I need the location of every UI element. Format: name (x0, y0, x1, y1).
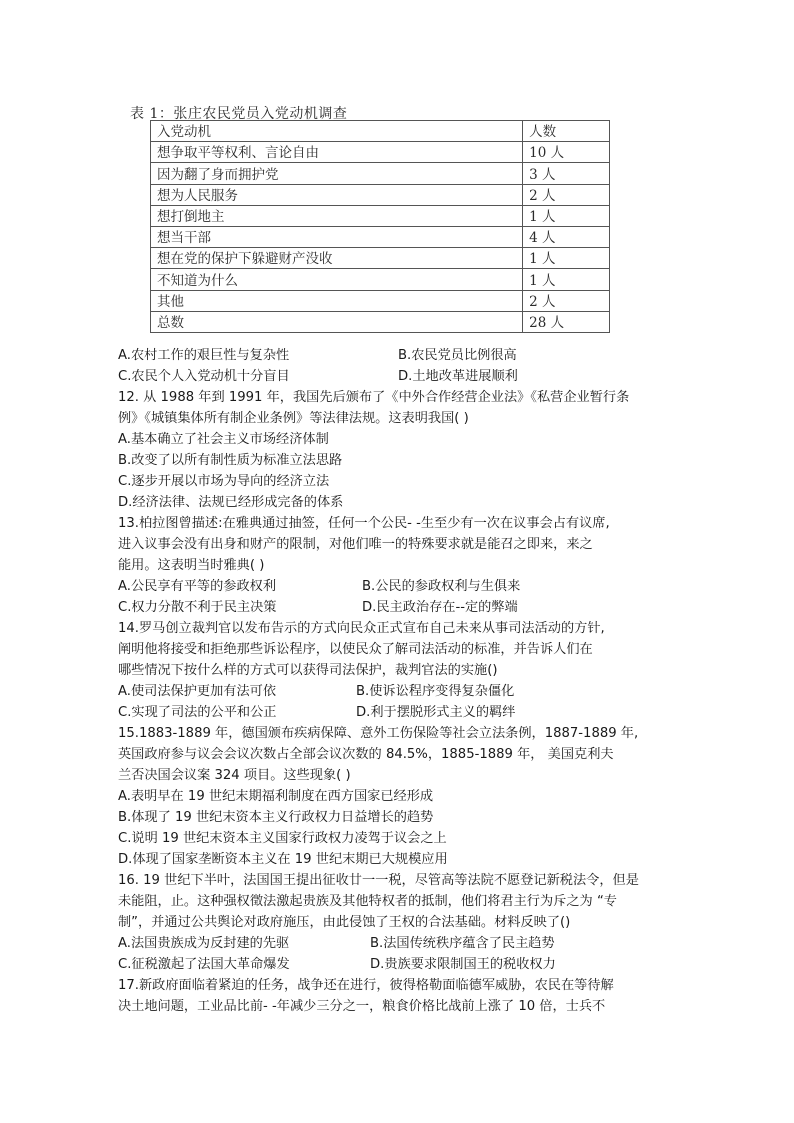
q12-option-c: C.逐步开展以市场为导向的经济立法 (118, 474, 330, 489)
table-row (151, 269, 610, 290)
count-cell: 1 人 (523, 205, 610, 226)
q16-option-d: D.贵族要求限制国王的税收权力 (370, 957, 556, 972)
survey-table (150, 120, 610, 333)
table-header-row (151, 121, 610, 142)
q14-option-a: A.使司法保护更加有法可依 (118, 684, 277, 699)
motive-cell: 想打倒地主 (151, 205, 523, 226)
count-cell: 1 人 (523, 248, 610, 269)
q14-stem-line: 阐明他将接受和拒绝那些诉讼程序，以使民众了解司法活动的标准，并告诉人们在 (118, 642, 593, 657)
table-caption: 表 1：张庄农民党员入党动机调查 (130, 106, 348, 122)
table-row (151, 248, 610, 269)
table-row (151, 163, 610, 184)
q15-option-a: A.表明早在 19 世纪末期福利制度在西方国家已经形成 (118, 789, 434, 804)
q12-stem-line: 12. 从 1988 年到 1991 年，我国先后颁布了《中外合作经营企业法》《私营企业暂行条 (118, 390, 630, 405)
table-row (151, 184, 610, 205)
motive-cell: 想争取平等权利、言论自由 (151, 142, 523, 163)
table-row (151, 205, 610, 226)
motive-cell: 想在党的保护下躲避财产没收 (151, 248, 523, 269)
q13-option-d: D.民主政治存在--定的弊端 (362, 600, 518, 615)
motive-cell: 因为翻了身而拥护党 (151, 163, 523, 184)
q16-option-b: B.法国传统秩序蕴含了民主趋势 (370, 936, 555, 951)
q14-option-c: C.实现了司法的公平和公正 (118, 705, 277, 720)
q15-stem-line: 兰否决国会议案 324 项目。这些现象( ) (118, 768, 351, 783)
q13-option-c: C.权力分散不利于民主决策 (118, 600, 277, 615)
count-cell: 10 人 (523, 142, 610, 163)
q13-option-b: B.公民的参政权利与生俱来 (362, 579, 521, 594)
q13-stem-line: 13.柏拉图曾描述:在雅典通过抽签，任何一个公民- -生至少有一次在议事会占有议席, (118, 516, 610, 531)
count-cell: 3 人 (523, 163, 610, 184)
q14-stem-line: 哪些情况下按什么样的方式可以获得司法保护，裁判官法的实施() (118, 663, 498, 678)
q12-option-d: D.经济法律、法规已经形成完备的体系 (118, 495, 344, 510)
q17-stem-line: 17.新政府面临着紧迫的任务，战争还在进行，彼得格勒面临德军威胁，农民在等待解 (118, 978, 614, 993)
motive-cell: 其他 (151, 290, 523, 311)
q11-option-b: B.农民党员比例很高 (398, 348, 517, 363)
q12-stem-line: 例》《城镇集体所有制企业条例》等法律法规。这表明我国( ) (118, 411, 469, 426)
motive-cell: 想当干部 (151, 226, 523, 247)
q16-stem-line: 16. 19 世纪下半叶，法国国王提出征收廿一一税，尽管高等法院不愿登记新税法令，但是 (118, 873, 639, 888)
q11-option-a: A.农村工作的艰巨性与复杂性 (118, 348, 290, 363)
motive-cell: 不知道为什么 (151, 269, 523, 290)
q15-option-c: C.说明 19 世纪末资本主义国家行政权力凌驾于议会之上 (118, 831, 447, 846)
table-row (151, 226, 610, 247)
q12-option-b: B.改变了以所有制性质为标准立法思路 (118, 453, 343, 468)
q17-stem-line: 决土地问题，工业品比前- -年减少三分之一，粮食价格比战前上涨了 10 倍，士兵不 (118, 999, 606, 1014)
q15-option-d: D.体现了国家垄断资本主义在 19 世纪末期已大规模应用 (118, 852, 448, 867)
count-cell: 4 人 (523, 226, 610, 247)
count-cell: 28 人 (523, 311, 610, 332)
table-row (151, 290, 610, 311)
q16-stem-line: 未能阻，止。这种强权徵法激起贵族及其他特权者的抵制，他们将君主行为斥之为 “专 (118, 894, 617, 909)
q13-option-a: A.公民享有平等的参政权利 (118, 579, 277, 594)
motive-cell: 总数 (151, 311, 523, 332)
q16-option-c: C.征税激起了法国大革命爆发 (118, 957, 290, 972)
q11-option-c: C.农民个人入党动机十分盲目 (118, 369, 290, 384)
header-motive: 入党动机 (151, 121, 523, 142)
q12-option-a: A.基本确立了社会主义市场经济体制 (118, 432, 329, 447)
header-count: 人数 (523, 121, 610, 142)
q13-stem-line: 能用。这表明当时雅典( ) (118, 558, 265, 573)
table-row (151, 142, 610, 163)
q16-option-a: A.法国贵族成为反封建的先驱 (118, 936, 290, 951)
count-cell: 1 人 (523, 269, 610, 290)
table-row (151, 311, 610, 332)
q11-option-d: D.土地改革进展顺利 (398, 369, 518, 384)
q15-stem-line: 15.1883-1889 年，德国颁布疾病保障、意外工伤保险等社会立法条例，1887-1889 年, (118, 726, 639, 741)
count-cell: 2 人 (523, 290, 610, 311)
q13-stem-line: 进入议事会没有出身和财产的限制，对他们唯一的特殊要求就是能召之即来，来之 (118, 537, 593, 552)
q14-option-b: B.使诉讼程序变得复杂僵化 (356, 684, 515, 699)
q14-stem-line: 14.罗马创立裁判官以发布告示的方式向民众正式宣布自己未来从事司法活动的方针, (118, 621, 605, 636)
count-cell: 2 人 (523, 184, 610, 205)
q16-stem-line: 制”，并通过公共舆论对政府施压，由此侵蚀了王权的合法基础。材料反映了() (118, 915, 571, 930)
q15-option-b: B.体现了 19 世纪末资本主义行政权力日益增长的趋势 (118, 810, 434, 825)
q14-option-d: D.利于摆脱形式主义的羁绊 (356, 705, 516, 720)
motive-cell: 想为人民服务 (151, 184, 523, 205)
q15-stem-line: 英国政府参与议会会议次数占全部会议次数的 84.5%，1885-1889 年， 美国克利夫 (118, 747, 614, 762)
